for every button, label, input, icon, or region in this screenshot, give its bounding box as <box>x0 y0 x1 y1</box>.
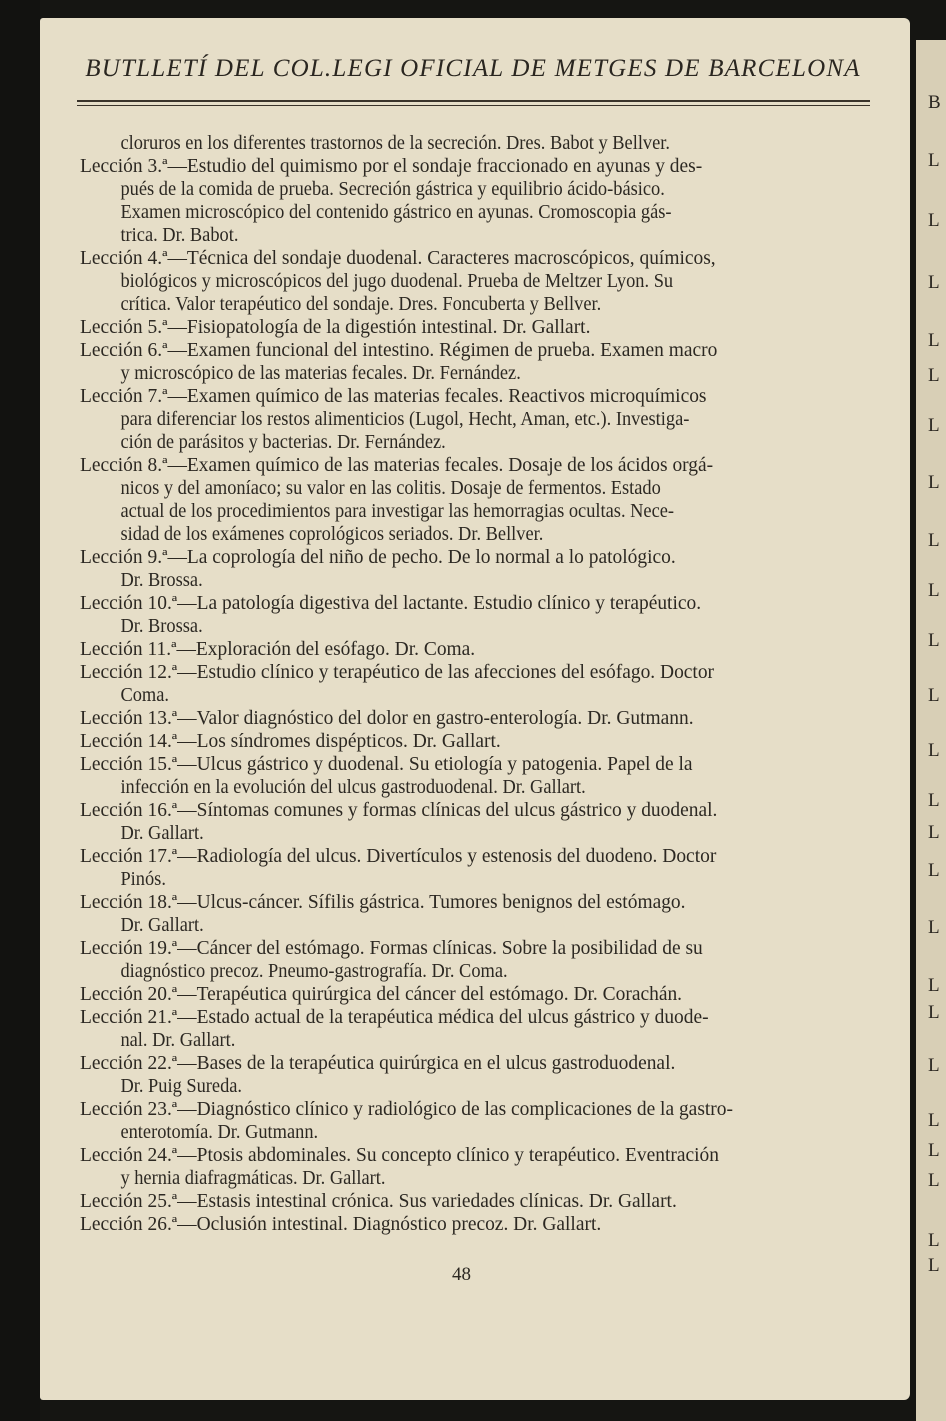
text-line: Lección 6.ª—Examen funcional del intestino. Régimen de prueba. Examen macro <box>79 340 718 361</box>
text-line: trica. Dr. Babot. <box>120 225 239 246</box>
text-line: crítica. Valor terapéutico del sondaje. Dres. Foncuberta y Bellver. <box>120 294 602 315</box>
adjacent-page-char: L <box>928 1170 940 1191</box>
text-line: Lección 23.ª—Diagnóstico clínico y radiológico de las complicaciones de la gastro- <box>79 1099 733 1120</box>
text-line: Lección 26.ª—Oclusión intestinal. Diagnóstico precoz. Dr. Gallart. <box>79 1214 602 1235</box>
text-line: Pinós. <box>120 869 166 890</box>
text-line: enterotomía. Dr. Gutmann. <box>120 1122 319 1143</box>
adjacent-page-char: L <box>928 1002 940 1023</box>
adjacent-page-char: L <box>928 1110 940 1131</box>
adjacent-page-edge <box>916 40 946 1421</box>
text-line: Lección 4.ª—Técnica del sondaje duodenal. Caracteres macroscópicos, químicos, <box>79 248 716 269</box>
adjacent-page-char: B <box>928 92 941 113</box>
text-line: Lección 8.ª—Examen químico de las materias fecales. Dosaje de los ácidos orgá- <box>79 455 714 476</box>
adjacent-page-char: L <box>928 822 940 843</box>
page-number: 48 <box>452 1264 471 1285</box>
text-line: Lección 14.ª—Los síndromes dispépticos. Dr. Gallart. <box>79 731 501 752</box>
adjacent-page-char: L <box>928 365 940 386</box>
text-line: Lección 15.ª—Ulcus gástrico y duodenal. Su etiología y patogenia. Papel de la <box>79 754 693 775</box>
text-line: Dr. Brossa. <box>120 570 203 591</box>
text-line: Dr. Puig Sureda. <box>120 1076 243 1097</box>
text-line: ción de parásitos y bacterias. Dr. Fernández. <box>120 432 446 453</box>
lesson-list <box>78 132 870 1236</box>
text-line: Lección 25.ª—Estasis intestinal crónica. Sus variedades clínicas. Dr. Gallart. <box>79 1191 677 1212</box>
text-line: nal. Dr. Gallart. <box>120 1030 236 1051</box>
text-line: Lección 13.ª—Valor diagnóstico del dolor en gastro-enterología. Dr. Gutmann. <box>79 708 694 729</box>
text-line: nicos y del amoníaco; su valor en las colitis. Dosaje de fermentos. Estado <box>120 478 661 499</box>
adjacent-page-char: L <box>928 1140 940 1161</box>
adjacent-page-char: L <box>928 975 940 996</box>
adjacent-page-char: L <box>928 150 940 171</box>
text-line: pués de la comida de prueba. Secreción gástrica y equilibrio ácido-básico. <box>120 179 665 200</box>
header-rule-thin <box>77 105 870 106</box>
binding-shadow <box>0 0 40 1421</box>
running-header: BUTLLETÍ DEL COL.LEGI OFICIAL DE METGES DE BARCELONA <box>85 55 861 82</box>
adjacent-page-char: L <box>928 1230 940 1251</box>
text-line: Lección 16.ª—Síntomas comunes y formas clínicas del ulcus gástrico y duodenal. <box>79 800 718 821</box>
text-line: infección en la evolución del ulcus gastroduodenal. Dr. Gallart. <box>120 777 586 798</box>
text-line: Lección 11.ª—Exploración del esófago. Dr. Coma. <box>79 639 476 660</box>
text-line: y microscópico de las materias fecales. Dr. Fernández. <box>120 363 521 384</box>
text-line: Lección 21.ª—Estado actual de la terapéutica médica del ulcus gástrico y duode- <box>79 1007 709 1028</box>
adjacent-page-char: L <box>928 860 940 881</box>
adjacent-page-char: L <box>928 472 940 493</box>
text-line: para diferenciar los restos alimenticios (Lugol, Hecht, Aman, etc.). Investiga- <box>120 409 690 430</box>
text-line: Lección 24.ª—Ptosis abdominales. Su concepto clínico y terapéutico. Eventración <box>79 1145 719 1166</box>
text-line: Lección 10.ª—La patología digestiva del lactante. Estudio clínico y terapéutico. <box>79 593 702 614</box>
text-line: sidad de los exámenes coprológicos seriados. Dr. Bellver. <box>120 524 544 545</box>
text-line: Lección 3.ª—Estudio del quimismo por el sondaje fraccionado en ayunas y des- <box>79 156 703 177</box>
adjacent-page-char: L <box>928 530 940 551</box>
text-line: actual de los procedimientos para investigar las hemorragias ocultas. Nece- <box>120 501 675 522</box>
adjacent-page-char: L <box>928 790 940 811</box>
text-line: Lección 19.ª—Cáncer del estómago. Formas clínicas. Sobre la posibilidad de su <box>79 938 703 959</box>
text-line: Lección 7.ª—Examen químico de las materias fecales. Reactivos microquímicos <box>79 386 707 407</box>
adjacent-page-char: L <box>928 415 940 436</box>
text-line: Examen microscópico del contenido gástrico en ayunas. Cromoscopia gás- <box>120 202 672 223</box>
text-line: Dr. Gallart. <box>120 915 204 936</box>
adjacent-page-char: L <box>928 917 940 938</box>
adjacent-page-char: L <box>928 330 940 351</box>
adjacent-page-char: L <box>928 210 940 231</box>
header-rule-thick <box>77 100 870 102</box>
text-line: Lección 17.ª—Radiología del ulcus. Divertículos y estenosis del duodeno. Doctor <box>79 846 717 867</box>
text-line: Lección 12.ª—Estudio clínico y terapéutico de las afecciones del esófago. Doctor <box>79 662 715 683</box>
text-line: cloruros en los diferentes trastornos de la secreción. Dres. Babot y Bellver. <box>120 133 671 154</box>
adjacent-page-char: L <box>928 740 940 761</box>
text-line: Lección 18.ª—Ulcus-cáncer. Sífilis gástrica. Tumores benignos del estómago. <box>79 892 686 913</box>
text-line: Lección 9.ª—La coprología del niño de pecho. De lo normal a lo patológico. <box>79 547 676 568</box>
text-line: Dr. Gallart. <box>120 823 204 844</box>
adjacent-page-char: L <box>928 630 940 651</box>
text-line: Lección 22.ª—Bases de la terapéutica quirúrgica en el ulcus gastroduodenal. <box>79 1053 676 1074</box>
adjacent-page-char: L <box>928 580 940 601</box>
text-line: biológicos y microscópicos del jugo duodenal. Prueba de Meltzer Lyon. Su <box>120 271 674 292</box>
adjacent-page-char: L <box>928 685 940 706</box>
text-line: diagnóstico precoz. Pneumo-gastrografía. Dr. Coma. <box>120 961 508 982</box>
adjacent-page-char: L <box>928 1255 940 1276</box>
text-line: Lección 5.ª—Fisiopatología de la digestión intestinal. Dr. Gallart. <box>79 317 591 338</box>
text-line: Coma. <box>120 685 169 706</box>
text-line: y hernia diafragmáticas. Dr. Gallart. <box>120 1168 386 1189</box>
text-line: Lección 20.ª—Terapéutica quirúrgica del cáncer del estómago. Dr. Corachán. <box>79 984 683 1005</box>
text-line: Dr. Brossa. <box>120 616 203 637</box>
adjacent-page-char: L <box>928 1055 940 1076</box>
adjacent-page-char: L <box>928 272 940 293</box>
